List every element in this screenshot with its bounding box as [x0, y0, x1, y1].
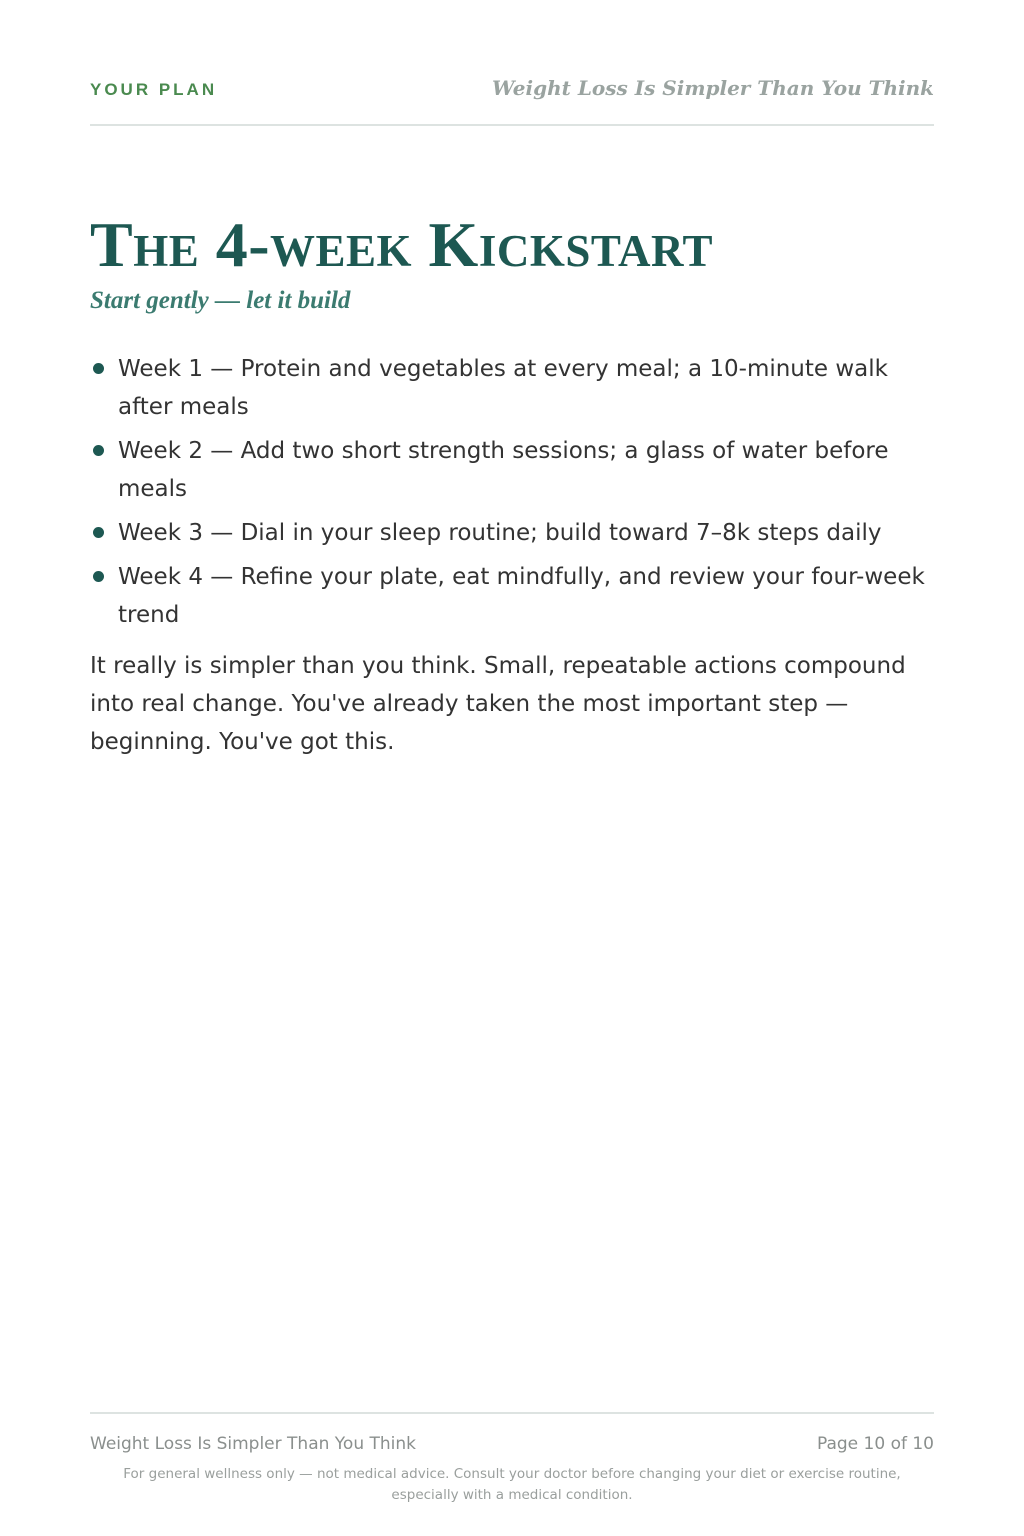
closing-paragraph: It really is simpler than you think. Small, repeatable actions compound into real change. You've already taken the most important step — beginning. You've got this. — [90, 653, 906, 755]
list-item-week-3 — [90, 514, 930, 552]
bullet-dot-icon — [93, 445, 104, 456]
bullet-dot-icon — [93, 571, 104, 582]
running-title: Weight Loss Is Simpler Than You Think — [491, 76, 934, 100]
week-list — [90, 350, 930, 640]
week-text: Week 2 — Add two short strength sessions; a glass of water before meals — [118, 438, 889, 502]
section-label: YOUR PLAN — [90, 80, 218, 99]
page-footer — [90, 1412, 934, 1503]
bullet-dot-icon — [93, 527, 104, 538]
week-text: Week 1 — Protein and vegetables at every meal; a 10-minute walk after meals — [118, 356, 888, 420]
week-text: Week 3 — Dial in your sleep routine; build toward 7–8k steps daily — [118, 520, 882, 546]
page-header — [90, 72, 934, 126]
list-item-week-1 — [90, 350, 930, 426]
page-subtitle: Start gently — let it build — [90, 287, 351, 314]
disclaimer: For general wellness only — not medical advice. Consult your doctor before changing your diet or exercise routine, especially with a medical condition. — [123, 1466, 901, 1503]
list-item-week-2 — [90, 432, 930, 508]
footer-title: Weight Loss Is Simpler Than You Think — [90, 1434, 416, 1454]
week-text: Week 4 — Refine your plate, eat mindfully, and review your four-week trend — [118, 564, 925, 628]
page-title: The 4-week Kickstart — [90, 209, 713, 280]
list-item-week-4 — [90, 558, 930, 634]
bullet-dot-icon — [93, 363, 104, 374]
page-number: Page 10 of 10 — [816, 1434, 934, 1454]
